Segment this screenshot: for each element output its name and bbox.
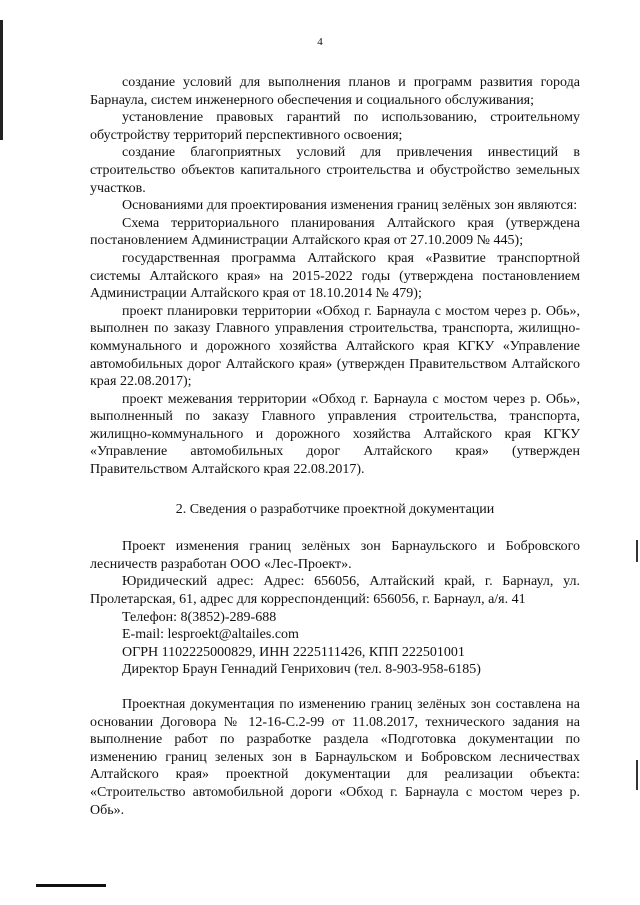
scan-margin-mark: [636, 760, 638, 790]
scan-bottom-rule: [36, 884, 106, 887]
section-heading: 2. Сведения о разработчике проектной документации: [175, 501, 495, 517]
developer-director: Директор Браун Геннадий Генрихович (тел. 8-903-958-6185): [122, 662, 481, 678]
paragraph: установление правовых гарантий по использованию, строительному обустройству территорий перспективного освоения;: [90, 110, 580, 143]
developer-registration: ОГРН 1102225000829, ИНН 2225111426, КПП 222501001: [122, 644, 465, 660]
developer-phone: Телефон: 8(3852)-289-688: [122, 609, 277, 625]
closing-paragraph: Проектная документация по изменению границ зелёных зон составлена на основании Договора № 12-16-С.2-99 от 11.08.2017, технического задания на выполнение работ по разработке раздела «Подготовка документации по изменению границ зеленых зон в Барнаульском и Бобровском лесничествах Алтайского края» проектной документации для реализации объекта: «Строительство автомобильной дороги «Обход г. Барнаула с мостом через р. Обь».: [90, 697, 580, 818]
paragraph: государственная программа Алтайского края «Развитие транспортной системы Алтайского края» на 2015-2022 годы (утверждена постановлением Администрации Алтайского края от 18.10.2014 № 479);: [90, 250, 580, 302]
paragraph: проект межевания территории «Обход г. Барнаула с мостом через р. Обь», выполненный по заказу Главного управления строительства, транспорта, жилищно-коммунального и дорожного хозяйства Алтайского края КГКУ «Управление автомобильных дорог Алтайского края» (утвержден Правительством Алтайского края 22.08.2017).: [90, 391, 580, 478]
paragraph: Основаниями для проектирования изменения границ зелёных зон являются:: [122, 198, 578, 214]
paragraph: создание условий для выполнения планов и программ развития города Барнаула, систем инженерного обеспечения и социального обслуживания;: [90, 75, 580, 108]
paragraph: Схема территориального планирования Алтайского края (утверждена постановлением Администрации Алтайского края от 27.10.2009 № 445);: [90, 215, 580, 249]
developer-address: Юридический адрес: Адрес: 656056, Алтайский край, г. Барнаул, ул. Пролетарская, 61, адрес для корреспонденций: 656056, г. Барнаул, а/я. 41: [90, 574, 580, 608]
paragraph: проект планировки территории «Обход г. Барнаула с мостом через р. Обь», выполнен по заказу Главного управления строительства, транспорта, жилищно-коммунального и дорожного хозяйства Алтайского края КГКУ «Управление автомобильных дорог Алтайского края» (утвержден Правительством Алтайского края 22.08.2017);: [90, 303, 580, 390]
paragraph: создание благоприятных условий для привлечения инвестиций в строительство объектов капитального строительства и обустройство земельных участков.: [90, 145, 580, 196]
page-number: 4: [317, 36, 323, 48]
developer-intro: Проект изменения границ зелёных зон Барнаульского и Бобровского лесничеств разработан ООО «Лес-Проект».: [90, 539, 580, 572]
document-body: [90, 74, 580, 819]
developer-email: E-mail: lesproekt@altailes.com: [122, 627, 299, 643]
scan-margin-mark: [636, 540, 638, 562]
